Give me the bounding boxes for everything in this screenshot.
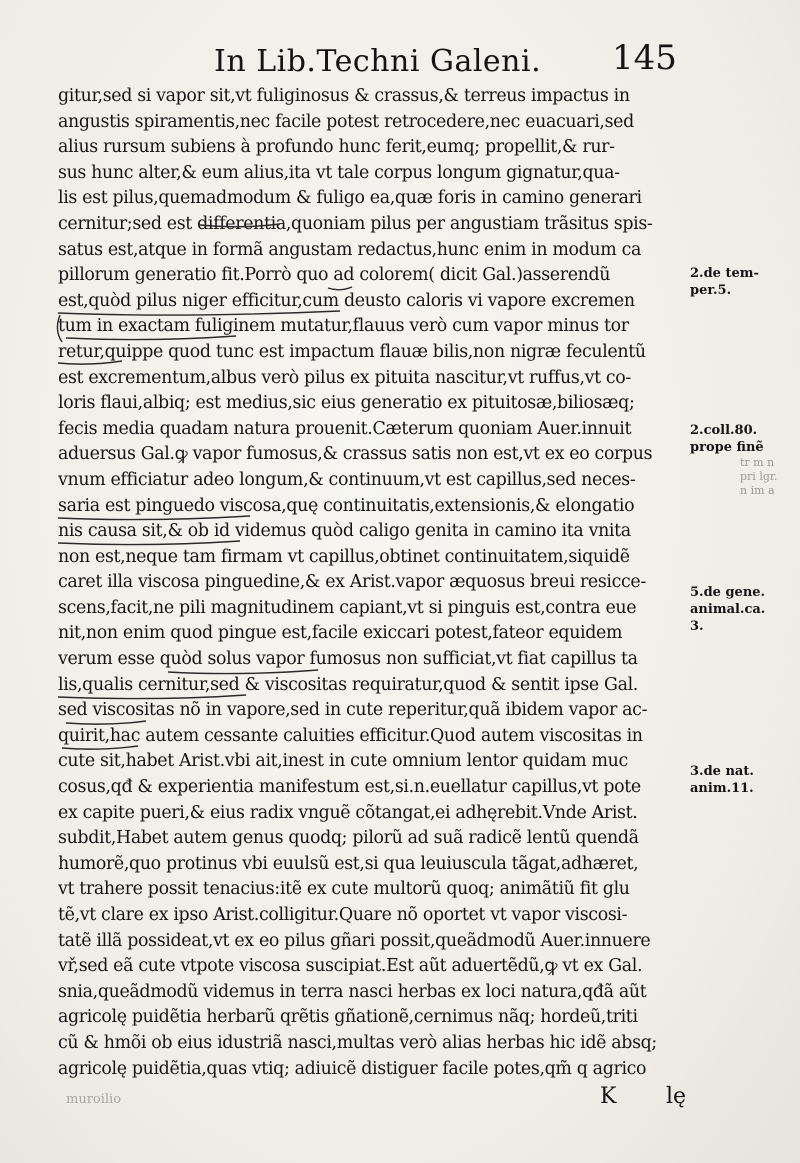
margin-note-line: 2.de tem-: [690, 266, 759, 281]
text-line: sed viscositas nõ in vapore,sed in cute reperitur,quã ibidem vapor ac-: [58, 700, 648, 721]
text-line: saria est pinguedo viscosa,quę continuitatis,extensionis,& elongatio: [58, 495, 635, 516]
show-through-line: pri lgr.: [740, 470, 778, 483]
margin-note-3: [690, 584, 765, 635]
text-line: scens,facit,ne pili magnitudinem capiant,vt si pinguis est,contra eue: [58, 597, 637, 618]
text-line: cosus,qđ & experientia manifestum est,si.n.euellatur capillus,vt pote: [58, 777, 641, 798]
text-line: cute sit,habet Arist.vbi ait,inest in cute omnium lentor quidam muc: [58, 751, 628, 772]
margin-note-line: anim.11.: [690, 781, 754, 796]
margin-note-line: animal.ca.: [690, 602, 766, 617]
text-line: agricolę puidẽtia,quas vtiq; adiuicẽ distiguer facile potes,qm̃ q agrico: [58, 1058, 647, 1079]
text-line: satus est,atque in formã angustam redactus,hunc enim in modum ca: [58, 239, 642, 260]
text-line: loris flaui,albiq; est medius,sic eius generatio ex pituitosæ,biliosæq;: [58, 393, 635, 414]
text-line: sus hunc alter,& eum alius,ita vt tale corpus longum gignatur,qua-: [58, 162, 620, 183]
text-line: agricolę puidẽtia herbarũ qrẽtis gñationẽ,cernimus nãq; hordeũ,triti: [58, 1007, 638, 1028]
text-line: subdit,Habet autem genus quodq; pilorũ ad suã radicẽ lentũ quendã: [58, 828, 639, 849]
show-through-line: tr m n: [740, 456, 775, 469]
text-line: tum in exactam fuliginem mutatur,flauus verò cum vapor minus tor: [58, 316, 629, 337]
running-head: In Lib.Techni Galeni.: [214, 44, 542, 79]
margin-note-line: 2.coll.80.: [690, 423, 758, 438]
text-line: ex capite pueri,& eius radix vnguẽ cõtangat,ei adhęrebit.Vnde Arist.: [58, 802, 638, 823]
text-line: caret illa viscosa pinguedine,& ex Arist.vapor æquosus breui resicce-: [58, 572, 646, 593]
text-line: lis,qualis cernitur,sed & viscositas requiratur,quod & sentit ipse Gal.: [58, 674, 638, 695]
text-line: nis causa sit,& ob id videmus quòd caligo genita in camino ita vnita: [58, 521, 631, 542]
text-line: lis est pilus,quemadmodum & fuligo ea,quæ foris in camino generari: [58, 188, 642, 209]
text-line: est excrementum,albus verò pilus ex pituita nascitur,vt ruffus,vt co-: [58, 367, 631, 388]
text-line: vnum efficiatur adeo longum,& continuum,vt est capillus,sed neces-: [58, 469, 636, 490]
text-line: cernitur;sed est differentia,quoniam pilus per angustiam trãsitus spis-: [58, 213, 653, 234]
text-line: tẽ,vt clare ex ipso Arist.colligitur.Quare nõ oportet vt vapor viscosi-: [58, 905, 628, 925]
page-number: 145: [612, 38, 677, 78]
signature-mark: K: [600, 1084, 617, 1109]
margin-note-line: prope finẽ: [690, 440, 764, 455]
show-through-text: [740, 456, 800, 498]
text-line: est,quòd pilus niger efficitur,cum deusto caloris vi vapore excremen: [58, 290, 635, 311]
text-line: vt trahere possit tenacius:itẽ ex cute multorũ quoq; animãtiũ fit glu: [58, 879, 630, 900]
margin-note-2: [690, 422, 764, 456]
show-through-bottom: muroilio: [66, 1092, 122, 1107]
margin-note-4: [690, 763, 754, 797]
text-line: aduersus Gal.ꝙ vapor fumosus,& crassus satis non est,vt ex eo corpus: [58, 444, 653, 465]
text-line: nit,non enim quod pingue est,facile exiccari potest,fateor equidem: [58, 623, 623, 644]
text-line: alius rursum subiens à profundo hunc ferit,eumq; propellit,& rur-: [58, 137, 615, 158]
text-line: verum esse quòd solus vapor fumosus non sufficiat,vt fiat capillus ta: [58, 649, 638, 670]
body-text: [58, 84, 686, 1082]
text-line: gitur,sed si vapor sit,vt fuliginosus & crassus,& terreus impactus in: [58, 86, 630, 106]
margin-note-line: 3.de nat.: [690, 764, 754, 779]
margin-note-1: [690, 265, 759, 299]
text-line: fecis media quadam natura prouenit.Cæterum quoniam Auer.innuit: [58, 418, 632, 439]
text-line: angustis spiramentis,nec facile potest retrocedere,nec euacuari,sed: [58, 111, 634, 132]
text-line: cũ & hmõi ob eius idustriã nasci,multas verò alias herbas hic idẽ absq;: [58, 1032, 657, 1053]
text-line: tatẽ illã possideat,vt ex eo pilus gñari possit,queãdmodũ Auer.innuere: [58, 930, 651, 951]
text-line: quirit,hac autem cessante caluities efficitur.Quod autem viscositas in: [58, 725, 643, 746]
margin-note-line: 3.: [690, 619, 704, 634]
catchword: lę: [666, 1084, 687, 1109]
text-line: snia,queãdmodũ videmus in terra nasci herbas ex loci natura,qđã aũt: [58, 981, 647, 1002]
text-line: humorẽ,quo protinus vbi euulsũ est,si qua leuiuscula tãgat,adhæret,: [58, 853, 639, 874]
show-through-line: n im a: [740, 484, 775, 497]
text-line: retur,quippe quod tunc est impactum flauæ bilis,non nigræ feculentũ: [58, 341, 646, 362]
text-line: vř,sed eã cute vtpote viscosa suscipiat.Est aũt aduertẽdũ,ꝙ vt ex Gal.: [58, 956, 643, 977]
margin-note-line: per.5.: [690, 283, 732, 298]
margin-note-line: 5.de gene.: [690, 585, 766, 600]
text-line: non est,neque tam firmam vt capillus,obtinet continuitatem,siquidẽ: [58, 546, 630, 567]
text-line: pillorum generatio fit.Porrò quo ad colorem( dicit Gal.)asserendũ: [58, 265, 611, 286]
